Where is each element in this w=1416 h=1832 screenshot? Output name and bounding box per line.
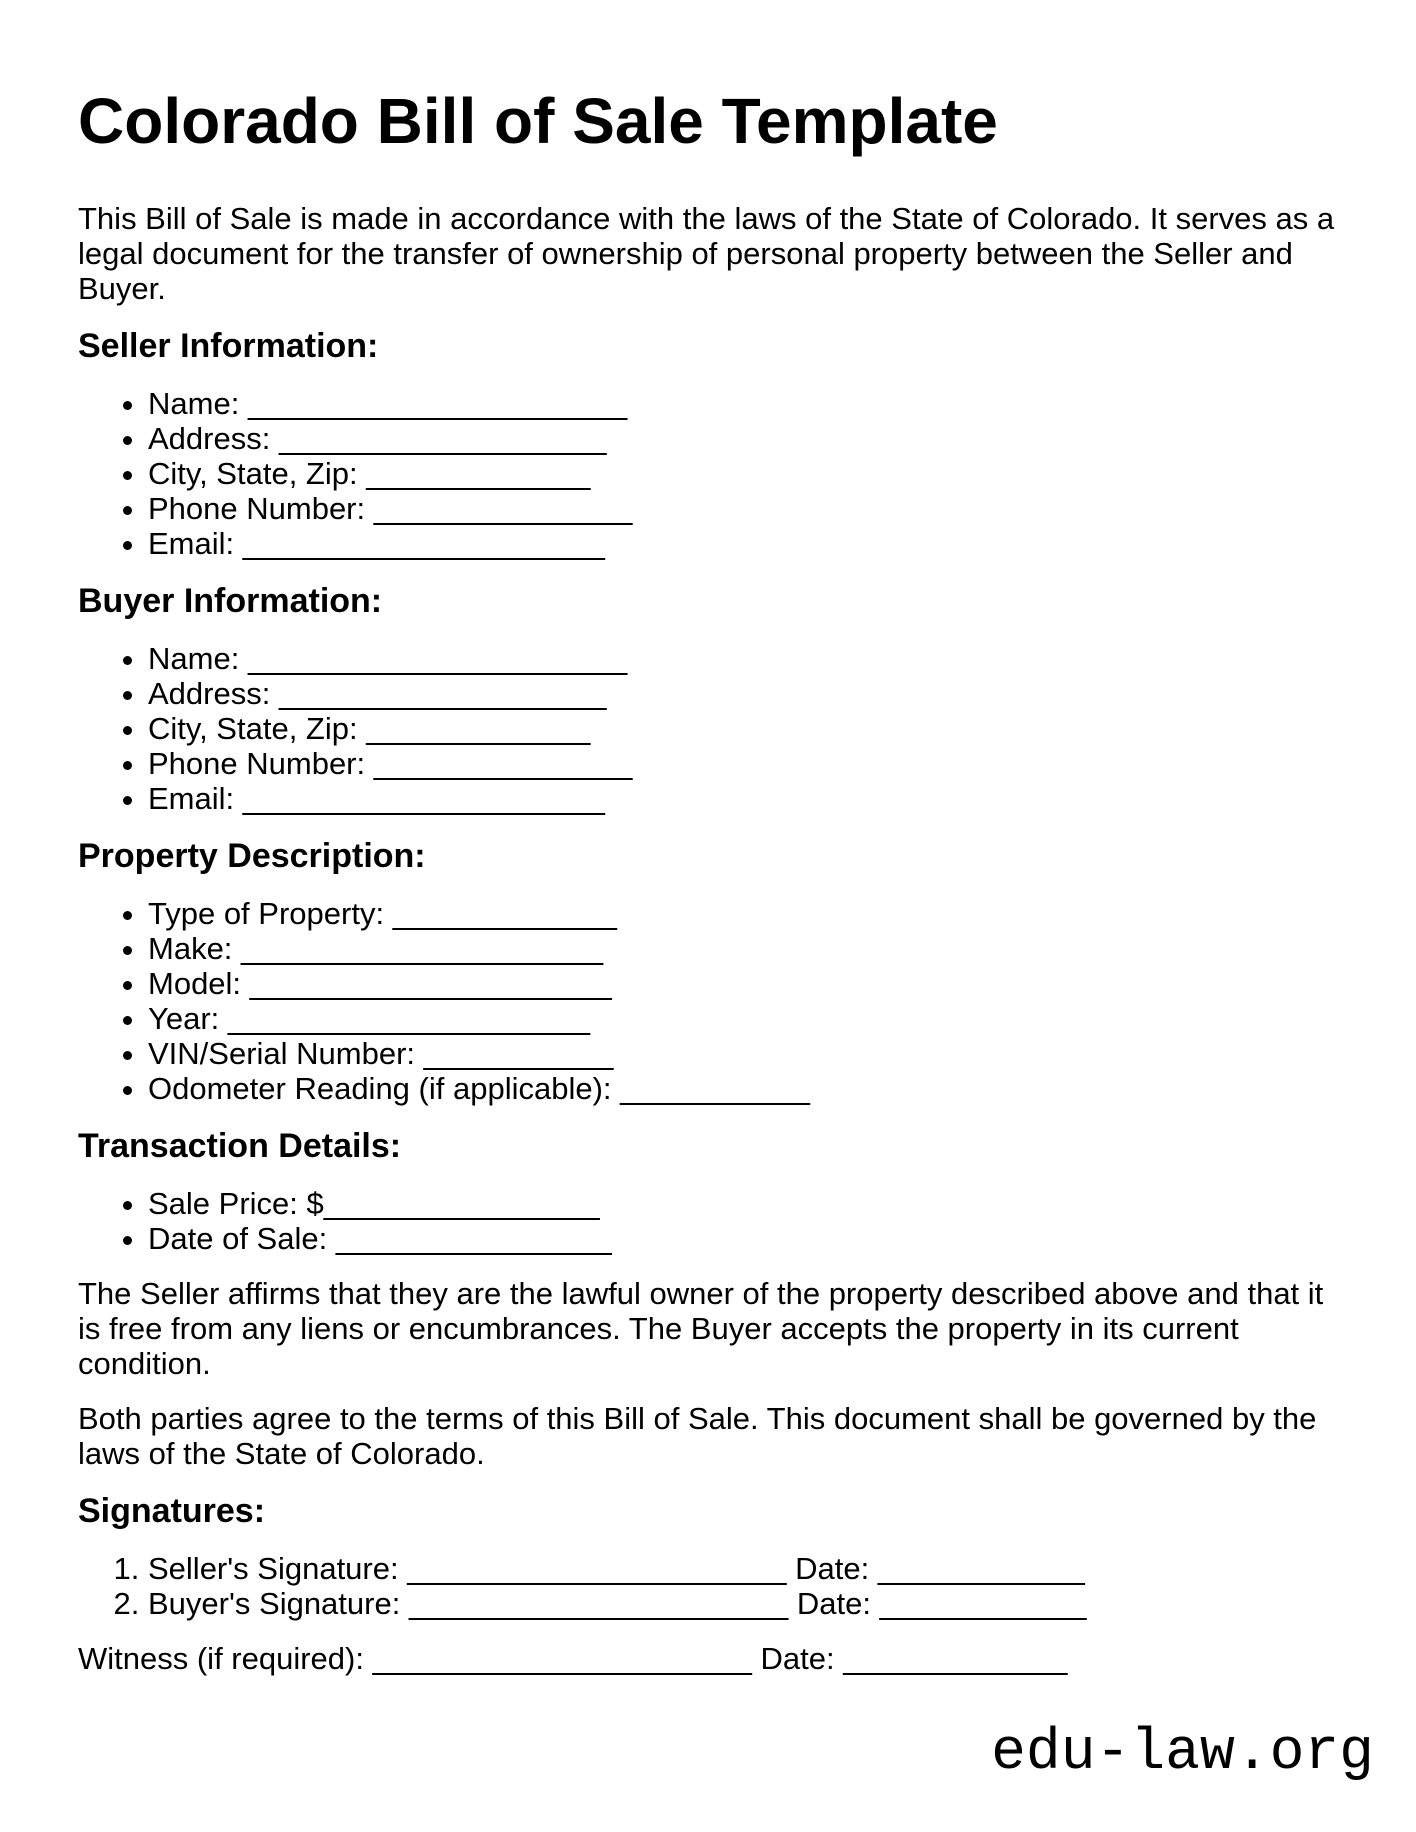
property-odometer-line: ___________ <box>620 1070 810 1106</box>
document-title: Colorado Bill of Sale Template <box>78 85 998 157</box>
seller-city-state-zip-label: City, State, Zip: <box>148 455 358 491</box>
date-of-sale-row <box>148 1221 1338 1256</box>
seller-city-state-zip-row <box>148 456 1338 491</box>
property-type-label: Type of Property: <box>148 895 385 931</box>
signatures-list <box>78 1551 1338 1621</box>
buyer-signature-date-label: Date: <box>796 1585 871 1621</box>
buyer-name-line: ______________________ <box>247 640 628 676</box>
buyer-section-heading: Buyer Information: <box>78 581 383 620</box>
property-type-line: _____________ <box>392 895 617 931</box>
transaction-details-list <box>78 1186 1338 1256</box>
buyer-address-label: Address: <box>148 675 271 711</box>
buyer-phone-line: _______________ <box>373 745 633 781</box>
property-model-row <box>148 966 1338 1001</box>
property-vin-label: VIN/Serial Number: <box>148 1035 416 1071</box>
buyer-city-state-zip-label: City, State, Zip: <box>148 710 358 746</box>
seller-address-line: ___________________ <box>278 420 607 456</box>
seller-phone-label: Phone Number: <box>148 490 366 526</box>
property-vin-line: ___________ <box>423 1035 614 1071</box>
buyer-city-state-zip-line: _____________ <box>366 710 591 746</box>
buyer-phone-label: Phone Number: <box>148 745 366 781</box>
signatures-section-heading: Signatures: <box>78 1491 266 1530</box>
buyer-name-label: Name: <box>148 640 240 676</box>
property-make-row <box>148 931 1338 966</box>
seller-phone-row <box>148 491 1338 526</box>
seller-name-line: ______________________ <box>247 385 628 421</box>
buyer-signature-date-line: ____________ <box>879 1585 1087 1621</box>
footer-brand-logo: edu-law.org <box>991 1720 1374 1786</box>
transaction-section-heading: Transaction Details: <box>78 1126 402 1165</box>
property-year-row <box>148 1001 1338 1036</box>
buyer-name-row <box>148 641 1338 676</box>
property-odometer-row <box>148 1071 1338 1106</box>
property-vin-row <box>148 1036 1338 1071</box>
buyer-email-line: _____________________ <box>242 780 605 816</box>
seller-city-state-zip-line: _____________ <box>366 455 591 491</box>
property-year-line: _____________________ <box>227 1000 590 1036</box>
buyer-address-row <box>148 676 1338 711</box>
witness-row <box>78 1641 1338 1676</box>
property-model-label: Model: <box>148 965 242 1001</box>
property-section-heading: Property Description: <box>78 836 426 875</box>
buyer-email-row <box>148 781 1338 816</box>
seller-email-label: Email: <box>148 525 235 561</box>
seller-info-list <box>78 386 1338 561</box>
seller-phone-line: _______________ <box>373 490 633 526</box>
buyer-signature-label: Buyer's Signature: <box>148 1585 401 1621</box>
buyer-city-state-zip-row <box>148 711 1338 746</box>
seller-signature-date-line: ____________ <box>877 1550 1085 1586</box>
buyer-signature-row <box>148 1586 1338 1621</box>
affirmation-paragraph: The Seller affirms that they are the lawful owner of the property described above and that it is free from any liens or encumbrances. The Buyer accepts the property in its current condition. <box>78 1275 1324 1381</box>
seller-address-label: Address: <box>148 420 271 456</box>
witness-date-line: _____________ <box>843 1640 1068 1676</box>
property-make-label: Make: <box>148 930 233 966</box>
seller-address-row <box>148 421 1338 456</box>
seller-name-row <box>148 386 1338 421</box>
buyer-info-list <box>78 641 1338 816</box>
agreement-paragraph: Both parties agree to the terms of this Bill of Sale. This document shall be governed by the laws of the State of Colorado. <box>78 1400 1317 1471</box>
sale-price-label: Sale Price: $ <box>148 1185 324 1221</box>
property-make-line: _____________________ <box>241 930 604 966</box>
intro-paragraph: This Bill of Sale is made in accordance with the laws of the State of Colorado. It serves as a legal document for the transfer of ownership of personal property between the Seller and Buyer. <box>78 200 1335 306</box>
buyer-email-label: Email: <box>148 780 235 816</box>
buyer-signature-line: ______________________ <box>408 1585 789 1621</box>
seller-signature-date-label: Date: <box>795 1550 870 1586</box>
seller-signature-row <box>148 1551 1338 1586</box>
date-of-sale-line: ________________ <box>335 1220 612 1256</box>
property-model-line: _____________________ <box>249 965 612 1001</box>
witness-date-label: Date: <box>760 1640 835 1676</box>
sale-price-row <box>148 1186 1338 1221</box>
buyer-address-line: ___________________ <box>278 675 607 711</box>
seller-email-line: _____________________ <box>242 525 605 561</box>
seller-signature-line: ______________________ <box>407 1550 787 1586</box>
property-description-list <box>78 896 1338 1106</box>
witness-label: Witness (if required): <box>78 1640 364 1676</box>
property-odometer-label: Odometer Reading (if applicable): <box>148 1070 612 1106</box>
seller-name-label: Name: <box>148 385 240 421</box>
buyer-phone-row <box>148 746 1338 781</box>
date-of-sale-label: Date of Sale: <box>148 1220 328 1256</box>
property-year-label: Year: <box>148 1000 220 1036</box>
seller-signature-label: Seller's Signature: <box>148 1550 399 1586</box>
seller-section-heading: Seller Information: <box>78 326 379 365</box>
witness-line: ______________________ <box>372 1640 752 1676</box>
sale-price-line: ________________ <box>323 1185 600 1221</box>
property-type-row <box>148 896 1338 931</box>
seller-email-row <box>148 526 1338 561</box>
